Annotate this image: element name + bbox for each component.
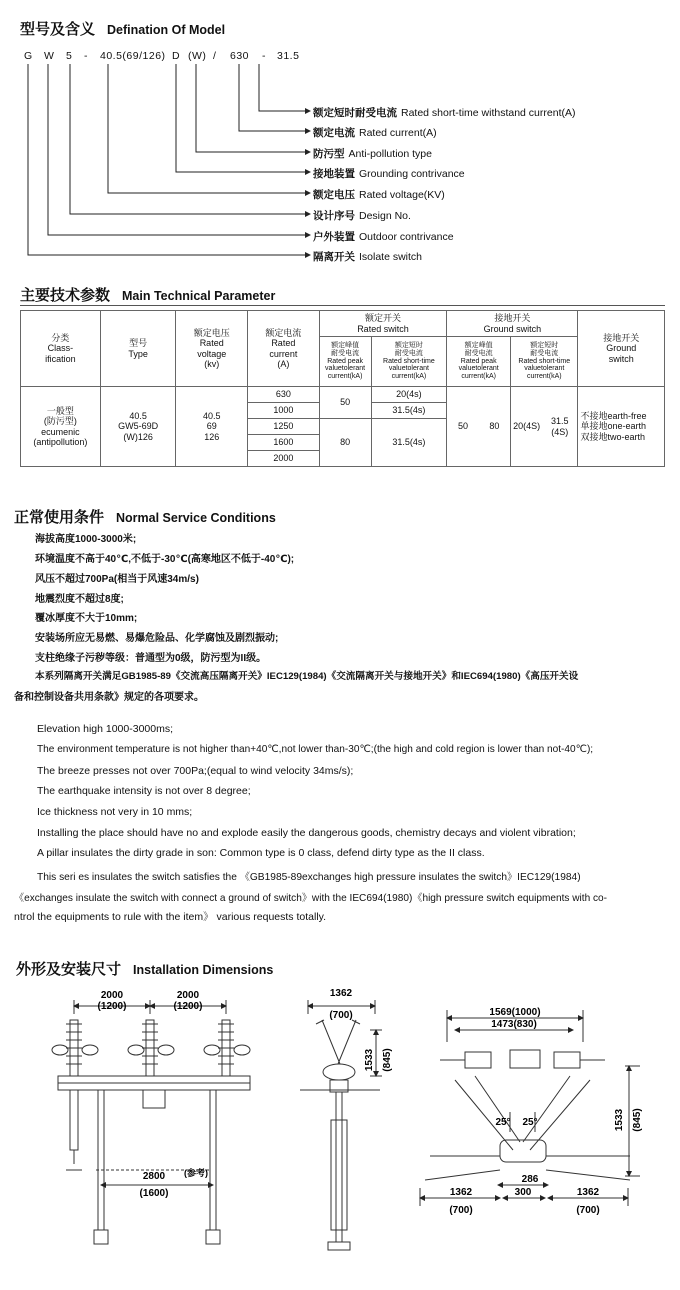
code-part-slash: / <box>213 50 217 62</box>
td-rs-short-315a: 31.5(4s) <box>371 403 447 419</box>
th-ground-switch-type: 接地开关 Ground switch <box>578 311 665 387</box>
dim-left-1200a: (1200) <box>97 1001 127 1012</box>
code-part-voltage: 40.5(69/126) <box>100 50 166 62</box>
td-current-1600: 1600 <box>248 435 320 451</box>
cn-line: 支柱绝缘子污秽等级：普通型为0级，防污型为II级。 <box>35 653 267 664</box>
params-rule <box>20 305 665 306</box>
cn-line: 风压不超过700Pa(相当于风速34m/s) <box>35 574 199 585</box>
en-line: This seri es insulates the switch satisfies the 《GB1985-89exchanges high pressure insulates the switch》IEC129(1984) <box>37 872 581 883</box>
td-current-1000: 1000 <box>248 403 320 419</box>
td-current-1250: 1250 <box>248 419 320 435</box>
td-rs-short-20: 20(4s) <box>371 387 447 403</box>
th-ground-switch: 接地开关 Ground switch <box>447 311 578 337</box>
dim-mid-845: (845) <box>382 1048 393 1072</box>
dim-right-845: (845) <box>632 1108 643 1132</box>
td-rs-peak-80: 80 <box>319 419 371 467</box>
dim-left-note: (参考) <box>184 1168 208 1178</box>
td-gs-peak-50: 50 <box>447 387 479 467</box>
code-part-dash1: - <box>84 50 88 62</box>
en-line: The earthquake intensity is not over 8 degree; <box>37 785 251 797</box>
dim-right-700-right: (700) <box>576 1205 600 1216</box>
td-current-2000: 2000 <box>248 451 320 467</box>
dim-right-1362-right: 1362 <box>576 1187 600 1198</box>
td-gs-peak-80: 80 <box>479 387 511 467</box>
td-rs-short-315b: 31.5(4s) <box>371 419 447 467</box>
conditions-title <box>14 506 276 527</box>
en-line: The environment temperature is not higher than+40℃,not lower than-30℃;(the high and cold region is lower than not-40℃); <box>37 744 594 755</box>
en-line: A pillar insulates the dirty grade in son: Common type is 0 class, defend dirty type as the II class. <box>37 847 485 859</box>
td-current-630: 630 <box>248 387 320 403</box>
conditions-title-en: Normal Service Conditions <box>116 511 276 525</box>
install-title-cn: 外形及安装尺寸 <box>16 961 122 978</box>
cn-line: 本系列隔离开关满足GB1985-89《交流高压隔离开关》IEC129(1984)《交流隔离开关与接地开关》和IEC694(1980)《高压开关设 <box>35 671 579 682</box>
en-line: Ice thickness not very in 10 mms; <box>37 806 193 818</box>
dim-right-700-left: (700) <box>449 1205 473 1216</box>
en-line: ntrol the equipments to rule with the item》 various requests totally. <box>14 911 327 923</box>
model-title-cn: 型号及含义 <box>20 21 96 38</box>
dim-right-1569: 1569(1000) <box>489 1007 541 1018</box>
en-line: Elevation high 1000-3000ms; <box>37 723 174 735</box>
dim-right-300: 300 <box>514 1187 532 1198</box>
dim-right-1362-left: 1362 <box>449 1187 473 1198</box>
params-title-en: Main Technical Parameter <box>122 289 276 303</box>
code-part-w: W <box>44 50 55 62</box>
code-part-d: D <box>172 50 181 62</box>
install-title <box>16 958 273 979</box>
dim-left-1200b: (1200) <box>173 1001 203 1012</box>
code-part-630: 630 <box>230 50 250 62</box>
model-title-en: Defination Of Model <box>107 23 226 37</box>
cn-line: 地震烈度不超过8度; <box>35 594 124 605</box>
th-gs-peak: 额定峰值 耐受电流 Rated peak valuetolerant current(kA) <box>447 337 511 387</box>
en-line: The breeze presses not over 700Pa;(equal to wind velocity 34ms/s); <box>37 765 354 777</box>
model-label-anti-pollution: 防污型 Anti-pollution type <box>313 148 432 160</box>
dim-right-angle-left: 25° <box>495 1117 511 1128</box>
params-table <box>20 310 665 467</box>
params-title-cn: 主要技术参数 <box>20 287 111 304</box>
th-rated-switch: 额定开关 Rated switch <box>319 311 447 337</box>
dim-mid-700: (700) <box>329 1010 353 1021</box>
dim-left-2000a: 2000 <box>100 990 124 1001</box>
cn-line: 海拔高度1000-3000米; <box>35 534 137 545</box>
td-type: 40.5 GW5-69D (W)126 <box>100 387 176 467</box>
dim-right-1473: 1473(830) <box>491 1019 537 1030</box>
code-part-w2: (W) <box>188 50 207 62</box>
td-voltage: 40.5 69 126 <box>176 387 248 467</box>
td-gs-short-315: 31.5 (4S) <box>542 387 578 467</box>
installation-drawing <box>0 980 680 1270</box>
dim-left-1600: (1600) <box>139 1188 169 1199</box>
td-gs-types: 不接地earth-free 单接地one-earth 双接地two-earth <box>578 387 665 467</box>
th-gs-short: 额定短时 耐受电流 Rated short-time valuetolerant current(kA) <box>511 337 578 387</box>
side-view-drawing <box>300 1000 382 1250</box>
code-part-g: G <box>24 50 33 62</box>
th-rs-peak: 额定峰值 耐受电流 Rated peak valuetolerant current(kA) <box>319 337 371 387</box>
cn-line: 备和控制设备共用条款》规定的各项要求。 <box>14 692 204 703</box>
params-title <box>20 284 275 305</box>
conditions-title-cn: 正常使用条件 <box>14 509 105 526</box>
cn-line: 环境温度不高于40℃,不低于-30℃(高寒地区不低于-40℃); <box>35 554 295 565</box>
dim-mid-1533: 1533 <box>364 1048 375 1072</box>
dim-mid-1362: 1362 <box>329 988 353 999</box>
code-part-315: 31.5 <box>277 50 300 62</box>
model-label-design-no: 设计序号 Design No. <box>313 210 411 222</box>
en-line: Installing the place should have no and explode easily the dangerous goods, chemistry decays and violent vibration; <box>37 827 576 839</box>
td-class: 一般型 (防污型) ecumenic (antipollution) <box>21 387 101 467</box>
en-line: 《exchanges insulate the switch with connect a ground of switch》with the IEC694(1980)《high pressure switch equipments with co- <box>14 893 608 904</box>
th-rs-short: 额定短时 耐受电流 Rated short-time valuetolerant current(kA) <box>371 337 447 387</box>
model-label-rated-current: 额定电流 Rated current(A) <box>313 127 437 139</box>
dim-right-1533: 1533 <box>614 1108 625 1132</box>
code-part-dash2: - <box>262 50 266 62</box>
td-gs-short-20: 20(4S) <box>511 387 543 467</box>
dim-left-2000b: 2000 <box>176 990 200 1001</box>
model-label-grounding: 接地装置 Grounding contrivance <box>313 168 465 180</box>
th-type: 型号 Type <box>100 311 176 387</box>
model-label-short-time: 额定短时耐受电流 Rated short-time withstand current(A) <box>313 107 576 119</box>
front-view-drawing <box>52 1000 250 1244</box>
model-label-isolate: 隔离开关 Isolate switch <box>313 251 423 263</box>
cn-line: 覆冰厚度不大于10mm; <box>35 613 138 624</box>
model-label-outdoor: 户外装置 Outdoor contrivance <box>313 231 454 243</box>
th-current: 额定电流 Rated current (A) <box>248 311 320 387</box>
cn-line: 安装场所应无易燃、易爆危险品、化学腐蚀及剧烈振动; <box>35 633 279 644</box>
td-rs-peak-50: 50 <box>319 387 371 419</box>
model-label-rated-voltage: 额定电压 Rated voltage(KV) <box>313 189 445 201</box>
install-title-en: Installation Dimensions <box>133 963 274 977</box>
code-part-5: 5 <box>66 50 73 62</box>
th-voltage: 额定电压 Rated voltage (kv) <box>176 311 248 387</box>
th-class: 分类 Class- ification <box>21 311 101 387</box>
dim-right-286: 286 <box>521 1174 539 1185</box>
dim-left-2800: 2800 <box>142 1171 166 1182</box>
dim-right-angle-right: 25° <box>522 1117 538 1128</box>
